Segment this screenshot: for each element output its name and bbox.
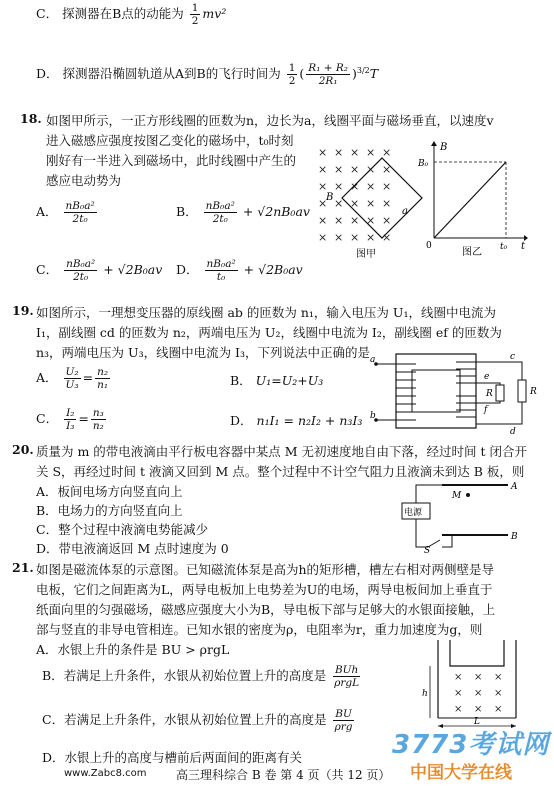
- field-cross: ×: [382, 163, 392, 176]
- field-cross: ×: [382, 146, 392, 159]
- field-cross: ×: [318, 231, 328, 244]
- field-cross: ×: [334, 197, 344, 210]
- fraction: $\frac{\text{nB₀a²}}{\text{t₀}}$: [206, 258, 236, 283]
- site-mark: www.Zabc8.com: [64, 768, 147, 779]
- field-cross: ×: [366, 180, 376, 193]
- fraction: $\frac{\text{BUh}}{\text{ρrgL}}$: [334, 664, 360, 689]
- q18-figure-b: [418, 138, 530, 258]
- q19-transformer-figure: [372, 350, 540, 436]
- q20-capacitor-figure: [396, 477, 522, 556]
- q21-pump-figure: [420, 636, 530, 736]
- field-cross: ×: [334, 180, 344, 193]
- field-cross: ×: [318, 214, 328, 227]
- q21-line-2: 电板，它们之间距离为L，两导电板加上电势差为U的电场，两导电板间加上垂直于: [36, 582, 493, 597]
- q21-option-d: D．水银上升的高度与槽前后两面间的距离有关: [42, 750, 303, 765]
- field-cross: ×: [350, 231, 360, 244]
- fraction-inner: $\frac{\text{R₁ + R₂}}{\text{2R₁}}$: [308, 62, 348, 87]
- field-cross: ×: [350, 180, 360, 193]
- expression: T: [369, 66, 379, 81]
- magnetic-field-crosses: [454, 672, 502, 715]
- q20-line-1: 质量为 m 的带电液滴由平行板电容器中某点 M 无初速度地自由下落，经过时间 t 闭合开: [36, 444, 528, 459]
- q19-option-a: A． $\frac{\text{U₂}}{\text{U₃}}$ = $\frac{\text{n₂}}{\text{n₁}}$: [36, 366, 109, 391]
- primary-coil: [396, 364, 416, 420]
- fraction: $\frac{\text{n₂}}{\text{n₁}}$: [97, 366, 109, 391]
- field-cross: ×: [350, 197, 360, 210]
- field-cross: ×: [318, 146, 328, 159]
- q21-option-b: B．若满足上升条件，水银从初始位置上升的高度是 $\frac{\text{BUh}}{\text{ρrgL}}$: [42, 664, 360, 689]
- option-label: D．: [36, 66, 59, 81]
- q19-number: 19.: [12, 303, 34, 318]
- q17-option-c: [36, 2, 226, 27]
- field-cross: ×: [366, 214, 376, 227]
- q21-option-a: A．水银上升的条件是 BU > ρrgL: [36, 642, 230, 657]
- terminal-a: a: [370, 355, 376, 365]
- q18-option-c: C． $\frac{\text{nB₀a²}}{\text{2t₀}}$ + √2B₀av: [36, 258, 163, 283]
- fraction: $\frac{\text{I₂}}{\text{I₃}}$: [66, 407, 75, 432]
- terminal-b: b: [370, 411, 376, 421]
- origin: 0: [426, 241, 432, 251]
- q18-number: 18.: [20, 111, 42, 126]
- q19-option-b: B． U₁=U₂+U₃: [230, 373, 324, 388]
- fraction: $\frac{\text{nB₀a²}}{\text{2t₀}}$: [65, 200, 95, 225]
- field-cross: ×: [382, 214, 392, 227]
- field-cross: ×: [494, 704, 503, 715]
- q21-number: 21.: [12, 560, 34, 575]
- axis-t: t: [521, 241, 526, 252]
- q18-line-1: 如图甲所示，一正方形线圈的匝数为n，边长为a，线圈平面与磁场垂直，以速度v: [46, 113, 494, 128]
- q17-option-d: D． 探测器沿椭圆轨道从A到B的飞行时间为 $\frac{1}{2}$ ( $\frac{\text{R₁ + R₂}}{\text{2R₁}}$ )$^{3/2}$T: [36, 62, 379, 87]
- watermark-logo: 3773考试网: [392, 730, 550, 760]
- resistor-1: [496, 385, 504, 401]
- field-cross: ×: [334, 231, 344, 244]
- field-cross: ×: [318, 197, 328, 210]
- svg-text:电源: 电源: [404, 508, 423, 518]
- field-cross: ×: [334, 214, 344, 227]
- label-c: c: [510, 352, 516, 362]
- field-cross: ×: [382, 197, 392, 210]
- q18-figure-a: [312, 140, 424, 260]
- q20-number: 20.: [12, 442, 34, 457]
- field-cross: ×: [350, 163, 360, 176]
- expression: mv²: [202, 6, 227, 21]
- q18-line-4: 感应电动势为: [46, 173, 122, 188]
- q18-line-2: 进入磁感应强度按图乙变化的磁场中，t₀时刻: [46, 133, 294, 148]
- label-l: L: [474, 717, 480, 727]
- q18-option-a: A． $\frac{\text{nB₀a²}}{\text{2t₀}}$: [36, 200, 95, 225]
- label-r2: R: [530, 387, 537, 397]
- svg-text:B: B: [511, 532, 518, 542]
- field-cross: ×: [334, 163, 344, 176]
- q19-option-c: C． $\frac{\text{I₂}}{\text{I₃}}$ = $\frac{\text{n₃}}{\text{n₂}}$: [36, 407, 104, 432]
- caption-yi: 图乙: [462, 247, 482, 258]
- q20-option-a: A．板间电场方向竖直向上: [36, 484, 183, 499]
- exponent: 3/2: [356, 65, 370, 75]
- fraction: $\frac{\text{U₂}}{\text{U₃}}$: [65, 366, 79, 391]
- resistor-2: [518, 380, 526, 402]
- option-text: 探测器在B点的动能为: [62, 6, 184, 21]
- field-cross: ×: [454, 672, 463, 683]
- label-f: f: [484, 405, 488, 415]
- q19-option-d: D． n₁I₁ = n₂I₂ + n₃I₃: [230, 413, 363, 428]
- q21-line-3: 纸面向里的匀强磁场，磁感应强度大小为B，导电板下部与足够大的水银面接触，上: [36, 602, 496, 617]
- fraction: $\frac{1}{2}$: [288, 62, 296, 87]
- field-cross: ×: [382, 180, 392, 193]
- field-cross: ×: [474, 704, 483, 715]
- fraction: $\frac{1}{2}$: [191, 2, 199, 27]
- q21-line-4: 部与竖直的非导电管相连。已知水银的密度为ρ，电阻率为r，重力加速度为g，则: [36, 622, 483, 637]
- q19-line-2: I₁，副线圈 cd 的匝数为 n₂，两端电压为 U₂，线圈中电流为 I₂，副线圈 ef 的匝数为: [36, 325, 502, 340]
- q18-option-b: B． $\frac{\text{nB₀a²}}{\text{2t₀}}$ + √2nB₀av: [176, 200, 310, 225]
- field-cross: ×: [454, 688, 463, 699]
- field-cross: ×: [366, 197, 376, 210]
- b-t-line: [434, 162, 506, 238]
- q20-line-2: 关 S，再经过时间 t 液滴又回到 M 点。整个过程中不计空气阻力且液滴未到达 B 板，则: [36, 464, 525, 479]
- svg-text:M: M: [452, 491, 462, 501]
- page-footer: 高三理科综合 B 卷 第 4 页（共 12 页）: [176, 768, 391, 782]
- field-cross: ×: [366, 231, 376, 244]
- field-cross: ×: [350, 214, 360, 227]
- label-e: e: [484, 372, 490, 382]
- label-h: h: [422, 689, 428, 699]
- field-cross: ×: [494, 688, 503, 699]
- tick-t0: t₀: [500, 242, 508, 252]
- q21-line-1: 如图是磁流体泵的示意图。已知磁流体泵是高为h的矩形槽，槽左右相对两侧壁是导: [36, 562, 495, 577]
- droplet: [466, 493, 470, 497]
- fraction: $\frac{\text{nB₀a²}}{\text{2t₀}}$: [205, 200, 235, 225]
- q20-option-c: C．整个过程中液滴电势能减少: [36, 522, 209, 537]
- q19-line-1: 如图所示，一理想变压器的原线圈 ab 的匝数为 n₁，输入电压为 U₁，线圈中电流为: [36, 305, 496, 320]
- field-cross: ×: [334, 146, 344, 159]
- label-d: d: [510, 427, 516, 437]
- caption-jia: 图甲: [356, 249, 376, 260]
- label-r1: R: [486, 389, 493, 399]
- field-cross: ×: [454, 704, 463, 715]
- q20-option-b: B．电场力的方向竖直向上: [36, 503, 183, 518]
- field-cross: ×: [318, 180, 328, 193]
- option-label: C．: [36, 6, 59, 21]
- axis-b: B: [440, 142, 448, 153]
- q20-option-d: D．带电液滴返回 M 点时速度为 0: [36, 541, 229, 556]
- field-cross: ×: [474, 672, 483, 683]
- q19-line-3: n₃，两端电压为 U₃，线圈中电流为 I₃，下列说法中正确的是: [36, 345, 371, 360]
- label-b: B: [326, 192, 334, 203]
- field-cross: ×: [382, 231, 392, 244]
- field-cross: ×: [474, 688, 483, 699]
- field-cross: ×: [350, 146, 360, 159]
- fraction: $\frac{\text{n₃}}{\text{n₂}}$: [92, 407, 104, 432]
- q18-option-d: D． $\frac{\text{nB₀a²}}{\text{t₀}}$ + √2B₀av: [176, 258, 303, 283]
- field-cross: ×: [366, 163, 376, 176]
- fraction: $\frac{BU}{\text{ρrg}}$: [334, 708, 353, 733]
- svg-text:A: A: [511, 482, 518, 492]
- q21-option-c: C．若满足上升条件，水银从初始位置上升的高度是 $\frac{BU}{\text{ρrg}}$: [42, 708, 353, 733]
- field-cross: ×: [494, 672, 503, 683]
- tick-b0: B₀: [418, 159, 429, 169]
- option-text: 探测器沿椭圆轨道从A到B的飞行时间为: [62, 66, 281, 81]
- field-cross: ×: [318, 163, 328, 176]
- field-cross: ×: [366, 146, 376, 159]
- label-a: a: [402, 206, 408, 217]
- fraction: $\frac{\text{nB₀a²}}{\text{2t₀}}$: [66, 258, 96, 283]
- watermark-tagline: 中国大学在线: [410, 763, 512, 783]
- svg-text:S: S: [424, 546, 431, 556]
- q18-line-3: 刚好有一半进入到磁场中，此时线圈中产生的: [46, 153, 297, 168]
